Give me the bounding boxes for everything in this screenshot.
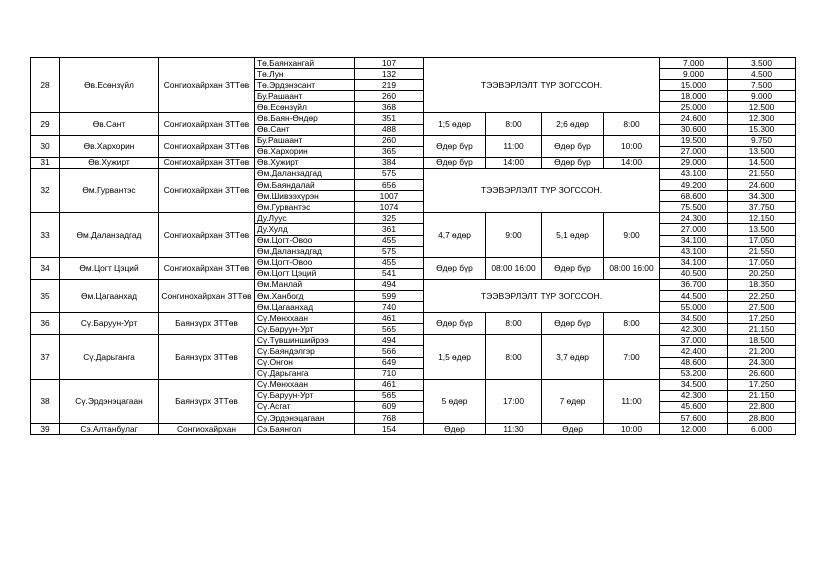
company-cell: Сонгиохайрхан ЗТТөв xyxy=(159,168,255,212)
stop-name-cell: Өм.Даланзадгад xyxy=(255,246,355,257)
table-row xyxy=(31,313,796,324)
stop-name-cell: Сү.Эрдэнэцагаан xyxy=(255,413,355,424)
distance-cell: 455 xyxy=(355,257,424,268)
child-fare-cell: 15.300 xyxy=(728,124,796,135)
adult-fare-cell: 15.000 xyxy=(660,80,728,91)
distance-cell: 107 xyxy=(355,58,424,69)
route-number-cell: 37 xyxy=(31,335,60,379)
stop-name-cell: Өв.Хархорин xyxy=(255,146,355,157)
departure-time-cell: 8:00 xyxy=(486,113,542,135)
adult-fare-cell: 75.500 xyxy=(660,202,728,213)
return-time-cell: 7:00 xyxy=(604,335,660,379)
child-fare-cell: 34.300 xyxy=(728,191,796,202)
service-suspended-cell: ТЭЭВЭРЛЭЛТ ТҮР ЗОГССОН. xyxy=(424,58,660,113)
adult-fare-cell: 30.600 xyxy=(660,124,728,135)
route-name-cell: Өв.Хархорин xyxy=(60,135,159,157)
distance-cell: 325 xyxy=(355,213,424,224)
distance-cell: 154 xyxy=(355,424,424,435)
stop-name-cell: Сү.Дарьганга xyxy=(255,368,355,379)
distance-cell: 541 xyxy=(355,268,424,279)
distance-cell: 365 xyxy=(355,146,424,157)
departure-time-cell: 8:00 xyxy=(486,335,542,379)
route-number-cell: 39 xyxy=(31,424,60,435)
stop-name-cell: Өм.Шивээхүрэн xyxy=(255,191,355,202)
adult-fare-cell: 53.200 xyxy=(660,368,728,379)
departure-days-cell: 1,5 өдөр xyxy=(424,335,486,379)
distance-cell: 768 xyxy=(355,413,424,424)
stop-name-cell: Өв.Баян-Өндөр xyxy=(255,113,355,124)
adult-fare-cell: 24.600 xyxy=(660,113,728,124)
stop-name-cell: Өв.Сант xyxy=(255,124,355,135)
child-fare-cell: 18.350 xyxy=(728,279,796,290)
stop-name-cell: Сү.Онгон xyxy=(255,357,355,368)
stop-name-cell: Сү.Асгат xyxy=(255,401,355,412)
distance-cell: 565 xyxy=(355,324,424,335)
route-number-cell: 31 xyxy=(31,157,60,168)
stop-name-cell: Ду.Луус xyxy=(255,213,355,224)
departure-days-cell: 5 өдөр xyxy=(424,379,486,423)
adult-fare-cell: 24.300 xyxy=(660,213,728,224)
distance-cell: 740 xyxy=(355,302,424,313)
distance-cell: 455 xyxy=(355,235,424,246)
distance-cell: 565 xyxy=(355,390,424,401)
distance-cell: 384 xyxy=(355,157,424,168)
table-row xyxy=(31,58,796,69)
departure-time-cell: 17:00 xyxy=(486,379,542,423)
departure-days-cell: 4,7 өдөр xyxy=(424,213,486,257)
stop-name-cell: Өм.Гурвантэс xyxy=(255,202,355,213)
stop-name-cell: Бу.Рашаант xyxy=(255,91,355,102)
child-fare-cell: 20.250 xyxy=(728,268,796,279)
company-cell: Сонгиохайрхан ЗТТөв xyxy=(159,157,255,168)
return-time-cell: 14:00 xyxy=(604,157,660,168)
company-cell: Сонгиохайрхан ЗТТөв xyxy=(159,213,255,257)
stop-name-cell: Сү.Баруун-Урт xyxy=(255,390,355,401)
child-fare-cell: 22.800 xyxy=(728,401,796,412)
company-cell: Сонгиохайрхан xyxy=(159,424,255,435)
adult-fare-cell: 34.100 xyxy=(660,257,728,268)
distance-cell: 488 xyxy=(355,124,424,135)
company-cell: Сонгиохайрхан ЗТТөв xyxy=(159,135,255,157)
adult-fare-cell: 9.000 xyxy=(660,69,728,80)
child-fare-cell: 17.250 xyxy=(728,379,796,390)
departure-time-cell: 11:30 xyxy=(486,424,542,435)
distance-cell: 494 xyxy=(355,279,424,290)
stop-name-cell: Сү.Мөнххаан xyxy=(255,379,355,390)
stop-name-cell: Сү.Мөнххаан xyxy=(255,313,355,324)
service-suspended-cell: ТЭЭВЭРЛЭЛТ ТҮР ЗОГССОН. xyxy=(424,279,660,312)
route-number-cell: 32 xyxy=(31,168,60,212)
distance-cell: 361 xyxy=(355,224,424,235)
stop-name-cell: Бу.Рашаант xyxy=(255,135,355,146)
adult-fare-cell: 29.000 xyxy=(660,157,728,168)
distance-cell: 609 xyxy=(355,401,424,412)
adult-fare-cell: 49.200 xyxy=(660,180,728,191)
departure-days-cell: Өдөр бүр xyxy=(424,135,486,157)
adult-fare-cell: 19.500 xyxy=(660,135,728,146)
distance-cell: 1074 xyxy=(355,202,424,213)
child-fare-cell: 14.500 xyxy=(728,157,796,168)
child-fare-cell: 27.500 xyxy=(728,302,796,313)
stop-name-cell: Сү.Баруун-Урт xyxy=(255,324,355,335)
distance-cell: 461 xyxy=(355,379,424,390)
adult-fare-cell: 27.000 xyxy=(660,224,728,235)
return-days-cell: 2;6 өдөр xyxy=(542,113,604,135)
stop-name-cell: Тө.Баянхангай xyxy=(255,58,355,69)
child-fare-cell: 21.150 xyxy=(728,390,796,401)
child-fare-cell: 12.300 xyxy=(728,113,796,124)
distance-cell: 656 xyxy=(355,180,424,191)
adult-fare-cell: 43.100 xyxy=(660,246,728,257)
distance-cell: 368 xyxy=(355,102,424,113)
adult-fare-cell: 37.000 xyxy=(660,335,728,346)
return-time-cell: 11:00 xyxy=(604,379,660,423)
stop-name-cell: Өм.Цогт-Овоо xyxy=(255,235,355,246)
departure-days-cell: Өдөр бүр xyxy=(424,313,486,335)
return-days-cell: 3,7 өдөр xyxy=(542,335,604,379)
return-days-cell: Өдөр xyxy=(542,424,604,435)
distance-cell: 575 xyxy=(355,246,424,257)
departure-days-cell: 1;5 өдөр xyxy=(424,113,486,135)
return-time-cell: 8:00 xyxy=(604,313,660,335)
child-fare-cell: 24.300 xyxy=(728,357,796,368)
child-fare-cell: 3.500 xyxy=(728,58,796,69)
stop-name-cell: Тө.Эрдэнэсант xyxy=(255,80,355,91)
company-cell: Сонгиохайрхан ЗТТөв xyxy=(159,113,255,135)
route-name-cell: Сү.Эрдэнэцагаан xyxy=(60,379,159,423)
distance-cell: 710 xyxy=(355,368,424,379)
departure-days-cell: Өдөр бүр xyxy=(424,257,486,279)
route-number-cell: 29 xyxy=(31,113,60,135)
departure-time-cell: 08:00 16:00 xyxy=(486,257,542,279)
adult-fare-cell: 42.300 xyxy=(660,324,728,335)
company-cell: Баянзүрх ЗТТөв xyxy=(159,313,255,335)
departure-time-cell: 14:00 xyxy=(486,157,542,168)
adult-fare-cell: 7.000 xyxy=(660,58,728,69)
adult-fare-cell: 12.000 xyxy=(660,424,728,435)
return-time-cell: 9:00 xyxy=(604,213,660,257)
return-time-cell: 08:00 16:00 xyxy=(604,257,660,279)
company-cell: Сонгиохайрхан ЗТТөв xyxy=(159,58,255,113)
route-name-cell: Өм.Гурвантэс xyxy=(60,168,159,212)
child-fare-cell: 17.050 xyxy=(728,235,796,246)
stop-name-cell: Өм.Манлай xyxy=(255,279,355,290)
child-fare-cell: 12.150 xyxy=(728,213,796,224)
child-fare-cell: 26.600 xyxy=(728,368,796,379)
route-number-cell: 30 xyxy=(31,135,60,157)
child-fare-cell: 22.250 xyxy=(728,290,796,301)
route-name-cell: Сү.Баруун-Урт xyxy=(60,313,159,335)
child-fare-cell: 37.750 xyxy=(728,202,796,213)
distance-cell: 132 xyxy=(355,69,424,80)
distance-cell: 351 xyxy=(355,113,424,124)
adult-fare-cell: 43.100 xyxy=(660,168,728,179)
return-days-cell: Өдөр бүр xyxy=(542,313,604,335)
child-fare-cell: 17.050 xyxy=(728,257,796,268)
child-fare-cell: 21.550 xyxy=(728,246,796,257)
adult-fare-cell: 34.100 xyxy=(660,235,728,246)
child-fare-cell: 18.500 xyxy=(728,335,796,346)
adult-fare-cell: 36.700 xyxy=(660,279,728,290)
route-name-cell: Өв.Есөнзүйл xyxy=(60,58,159,113)
adult-fare-cell: 27.000 xyxy=(660,146,728,157)
route-number-cell: 35 xyxy=(31,279,60,312)
adult-fare-cell: 40.500 xyxy=(660,268,728,279)
table-row xyxy=(31,424,796,435)
stop-name-cell: Өв.Хужирт xyxy=(255,157,355,168)
adult-fare-cell: 57.600 xyxy=(660,413,728,424)
child-fare-cell: 21.150 xyxy=(728,324,796,335)
stop-name-cell: Сэ.Баянгол xyxy=(255,424,355,435)
adult-fare-cell: 44.500 xyxy=(660,290,728,301)
route-name-cell: Сэ.Алтанбулаг xyxy=(60,424,159,435)
route-name-cell: Өм.Даланзадгад xyxy=(60,213,159,257)
stop-name-cell: Өм.Ханбогд xyxy=(255,290,355,301)
child-fare-cell: 17.250 xyxy=(728,313,796,324)
table-row xyxy=(31,379,796,390)
route-name-cell: Өв.Хужирт xyxy=(60,157,159,168)
bus-schedule-table xyxy=(30,57,796,435)
table-row xyxy=(31,157,796,168)
return-time-cell: 10:00 xyxy=(604,135,660,157)
table-row xyxy=(31,168,796,179)
distance-cell: 260 xyxy=(355,91,424,102)
company-cell: Баянзүрх ЗТТөв xyxy=(159,379,255,423)
table-row xyxy=(31,135,796,146)
stop-name-cell: Ду.Хулд xyxy=(255,224,355,235)
distance-cell: 461 xyxy=(355,313,424,324)
table-body xyxy=(31,58,796,435)
route-number-cell: 33 xyxy=(31,213,60,257)
adult-fare-cell: 42.300 xyxy=(660,390,728,401)
company-cell: Сонгиохайрхан ЗТТөв xyxy=(159,257,255,279)
adult-fare-cell: 25.000 xyxy=(660,102,728,113)
child-fare-cell: 9.750 xyxy=(728,135,796,146)
stop-name-cell: Өм.Цогт-Овоо xyxy=(255,257,355,268)
table-row xyxy=(31,213,796,224)
company-cell: Сонгинохайрхан ЗТТөв xyxy=(159,279,255,312)
departure-time-cell: 8:00 xyxy=(486,313,542,335)
company-cell: Баянзүрх ЗТТөв xyxy=(159,335,255,379)
stop-name-cell: Өм.Цогт Цэций xyxy=(255,268,355,279)
stop-name-cell: Өм.Баяндалай xyxy=(255,180,355,191)
child-fare-cell: 21.550 xyxy=(728,168,796,179)
route-name-cell: Өм.Цагаанхад xyxy=(60,279,159,312)
stop-name-cell: Сү.Түвшиншийрээ xyxy=(255,335,355,346)
route-number-cell: 28 xyxy=(31,58,60,113)
return-days-cell: Өдөр бүр xyxy=(542,257,604,279)
adult-fare-cell: 45.600 xyxy=(660,401,728,412)
return-time-cell: 8:00 xyxy=(604,113,660,135)
distance-cell: 599 xyxy=(355,290,424,301)
departure-days-cell: Өдөр бүр xyxy=(424,157,486,168)
adult-fare-cell: 34.500 xyxy=(660,379,728,390)
table-row xyxy=(31,279,796,290)
route-name-cell: Сү.Дарьганга xyxy=(60,335,159,379)
return-days-cell: Өдөр бүр xyxy=(542,157,604,168)
child-fare-cell: 4.500 xyxy=(728,69,796,80)
child-fare-cell: 9.000 xyxy=(728,91,796,102)
distance-cell: 219 xyxy=(355,80,424,91)
return-days-cell: 5,1 өдөр xyxy=(542,213,604,257)
service-suspended-cell: ТЭЭВЭРЛЭЛТ ТҮР ЗОГССОН. xyxy=(424,168,660,212)
stop-name-cell: Өв.Есөнзүйл xyxy=(255,102,355,113)
child-fare-cell: 13.500 xyxy=(728,146,796,157)
adult-fare-cell: 34.500 xyxy=(660,313,728,324)
table-row xyxy=(31,335,796,346)
route-number-cell: 34 xyxy=(31,257,60,279)
route-name-cell: Өв.Сант xyxy=(60,113,159,135)
stop-name-cell: Тө.Лун xyxy=(255,69,355,80)
distance-cell: 649 xyxy=(355,357,424,368)
route-name-cell: Өм.Цогт Цэций xyxy=(60,257,159,279)
stop-name-cell: Өм.Даланзадгад xyxy=(255,168,355,179)
distance-cell: 1007 xyxy=(355,191,424,202)
child-fare-cell: 7.500 xyxy=(728,80,796,91)
adult-fare-cell: 48.600 xyxy=(660,357,728,368)
adult-fare-cell: 18.000 xyxy=(660,91,728,102)
adult-fare-cell: 55.000 xyxy=(660,302,728,313)
return-days-cell: Өдөр бүр xyxy=(542,135,604,157)
route-number-cell: 36 xyxy=(31,313,60,335)
stop-name-cell: Өм.Цагаанхад xyxy=(255,302,355,313)
distance-cell: 494 xyxy=(355,335,424,346)
child-fare-cell: 12.500 xyxy=(728,102,796,113)
child-fare-cell: 28.800 xyxy=(728,413,796,424)
adult-fare-cell: 42.400 xyxy=(660,346,728,357)
distance-cell: 575 xyxy=(355,168,424,179)
distance-cell: 566 xyxy=(355,346,424,357)
child-fare-cell: 13.500 xyxy=(728,224,796,235)
return-time-cell: 10:00 xyxy=(604,424,660,435)
table-row xyxy=(31,257,796,268)
return-days-cell: 7 өдөр xyxy=(542,379,604,423)
departure-time-cell: 9:00 xyxy=(486,213,542,257)
child-fare-cell: 6.000 xyxy=(728,424,796,435)
departure-time-cell: 11:00 xyxy=(486,135,542,157)
adult-fare-cell: 68.600 xyxy=(660,191,728,202)
child-fare-cell: 24.600 xyxy=(728,180,796,191)
distance-cell: 260 xyxy=(355,135,424,146)
table-row xyxy=(31,113,796,124)
stop-name-cell: Сү.Баяндэлгэр xyxy=(255,346,355,357)
child-fare-cell: 21.200 xyxy=(728,346,796,357)
route-number-cell: 38 xyxy=(31,379,60,423)
departure-days-cell: Өдөр xyxy=(424,424,486,435)
